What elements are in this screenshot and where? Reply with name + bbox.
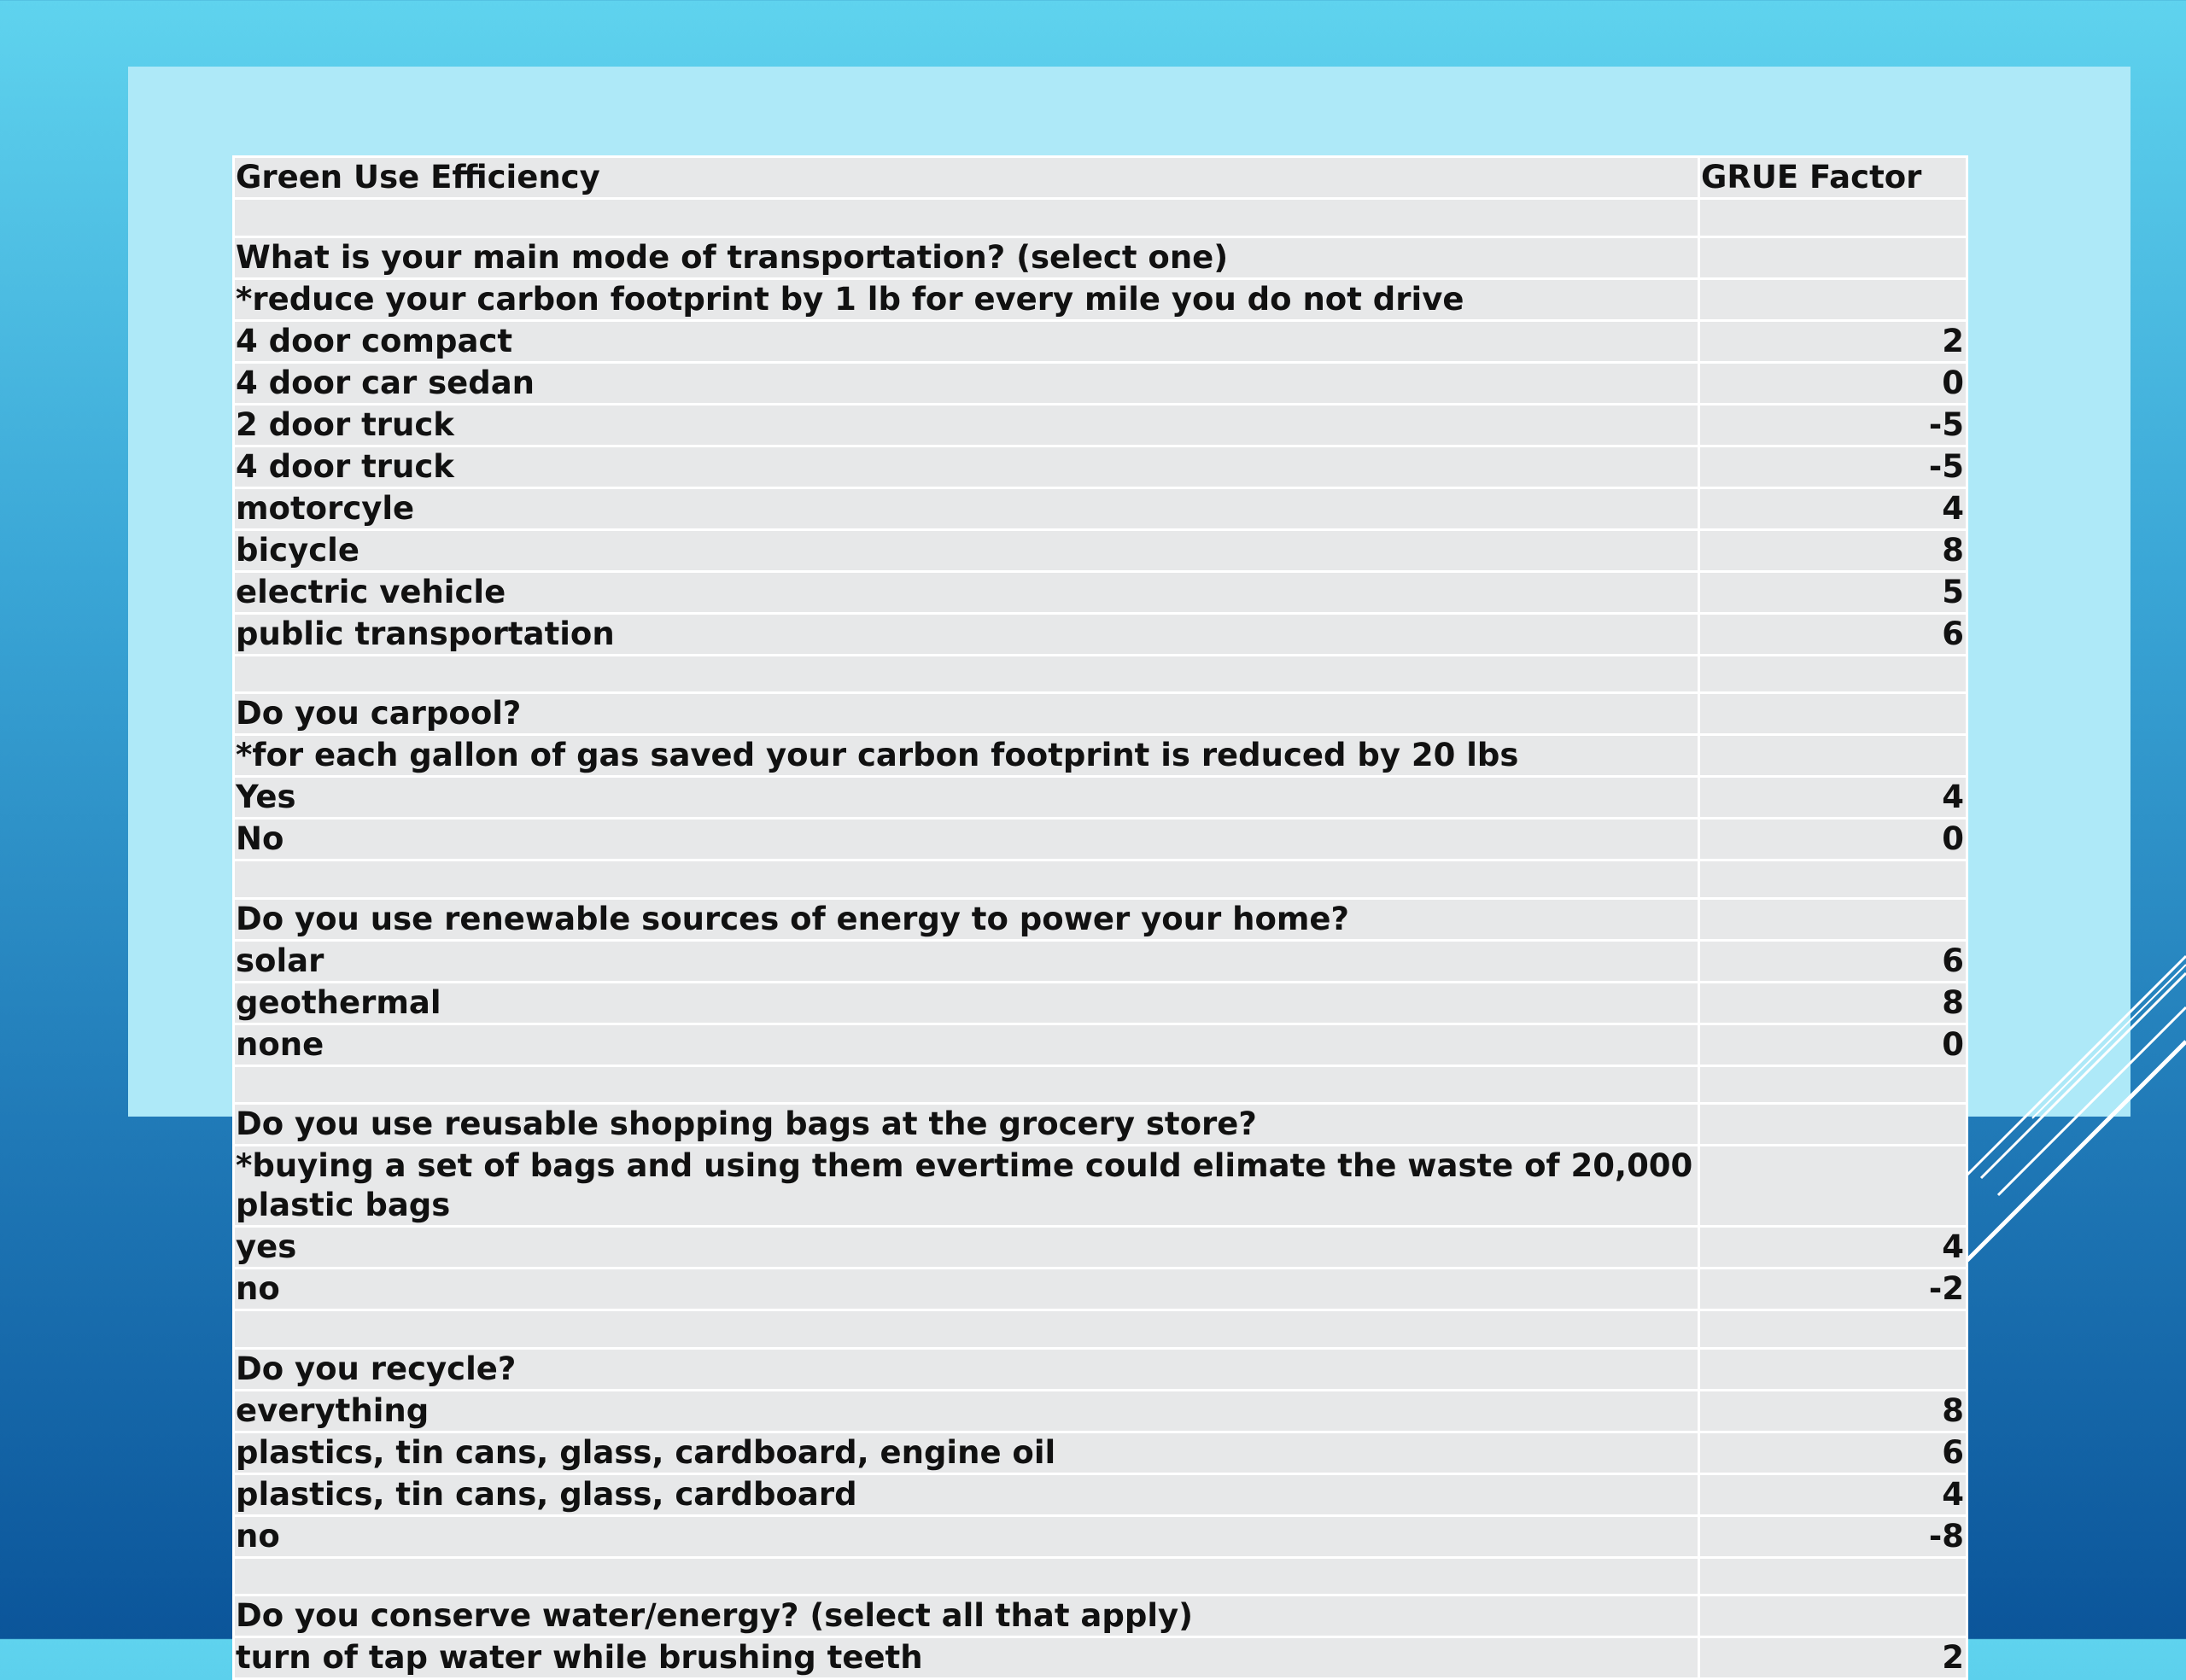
table-row xyxy=(234,655,1967,693)
table-row xyxy=(234,236,1967,278)
row-factor-cell xyxy=(1699,1065,1967,1104)
table-row xyxy=(234,777,1967,819)
row-factor-cell xyxy=(1699,1557,1967,1595)
row-factor-cell: -5 xyxy=(1699,404,1967,446)
row-label-cell: none xyxy=(234,1024,1699,1065)
spreadsheet-table xyxy=(232,155,1966,1676)
row-label-cell: plastics, tin cans, glass, cardboard, engine oil xyxy=(234,1432,1699,1473)
row-factor-cell xyxy=(1699,655,1967,693)
row-factor-cell: 6 xyxy=(1699,1432,1967,1473)
row-label-cell xyxy=(234,655,1699,693)
row-label-cell: Do you use reusable shopping bags at the grocery store? xyxy=(234,1104,1699,1146)
row-label-cell xyxy=(234,1557,1699,1595)
row-factor-cell: 8 xyxy=(1699,529,1967,571)
table-row xyxy=(234,735,1967,777)
row-factor-cell xyxy=(1699,1310,1967,1349)
row-factor-cell: -5 xyxy=(1699,446,1967,487)
row-label-cell: 2 door truck xyxy=(234,404,1699,446)
table-row xyxy=(234,362,1967,404)
row-factor-cell xyxy=(1699,898,1967,940)
row-label-cell: 4 door truck xyxy=(234,446,1699,487)
table-row xyxy=(234,898,1967,940)
row-label-cell: Yes xyxy=(234,777,1699,819)
row-label-cell: no xyxy=(234,1269,1699,1310)
row-factor-cell: 0 xyxy=(1699,362,1967,404)
table-row xyxy=(234,320,1967,362)
row-label-cell: no xyxy=(234,1515,1699,1557)
header-factor-cell: GRUE Factor xyxy=(1699,157,1967,199)
table-row xyxy=(234,1310,1967,1349)
table-row xyxy=(234,1557,1967,1595)
table-row xyxy=(234,199,1967,237)
table-row xyxy=(234,860,1967,899)
row-label-cell: Do you carpool? xyxy=(234,693,1699,735)
row-label-cell: bicycle xyxy=(234,529,1699,571)
table-row xyxy=(234,1269,1967,1310)
row-factor-cell xyxy=(1699,278,1967,320)
row-factor-cell xyxy=(1699,693,1967,735)
row-factor-cell xyxy=(1699,860,1967,899)
row-factor-cell xyxy=(1699,1595,1967,1637)
row-label-cell: public transportation xyxy=(234,613,1699,655)
row-label-cell xyxy=(234,1310,1699,1349)
row-label-cell: 4 door car sedan xyxy=(234,362,1699,404)
row-factor-cell xyxy=(1699,1146,1967,1227)
row-label-cell: *buying a set of bags and using them evertime could elimate the waste of 20,000 plastic bags xyxy=(234,1146,1699,1227)
table-row xyxy=(234,571,1967,613)
row-label-cell: *for each gallon of gas saved your carbon footprint is reduced by 20 lbs xyxy=(234,735,1699,777)
row-factor-cell: 5 xyxy=(1699,571,1967,613)
table-header-row xyxy=(234,157,1967,199)
table-row xyxy=(234,982,1967,1024)
row-factor-cell: 4 xyxy=(1699,487,1967,529)
table-row xyxy=(234,940,1967,982)
table-row xyxy=(234,278,1967,320)
row-label-cell: turn of tap water while brushing teeth xyxy=(234,1637,1699,1679)
row-label-cell: geothermal xyxy=(234,982,1699,1024)
row-factor-cell: 4 xyxy=(1699,777,1967,819)
table-row xyxy=(234,1637,1967,1679)
row-label-cell: electric vehicle xyxy=(234,571,1699,613)
row-label-cell: 4 door compact xyxy=(234,320,1699,362)
row-factor-cell xyxy=(1699,735,1967,777)
table-row xyxy=(234,1024,1967,1065)
row-factor-cell: -2 xyxy=(1699,1269,1967,1310)
row-label-cell: *reduce your carbon footprint by 1 lb for every mile you do not drive xyxy=(234,278,1699,320)
row-label-cell: Do you recycle? xyxy=(234,1348,1699,1390)
row-factor-cell: 4 xyxy=(1699,1227,1967,1269)
table-row xyxy=(234,529,1967,571)
row-label-cell: everything xyxy=(234,1390,1699,1432)
table-row xyxy=(234,819,1967,860)
row-factor-cell: 8 xyxy=(1699,982,1967,1024)
table-row xyxy=(234,1146,1967,1227)
row-label-cell: Do you use renewable sources of energy to power your home? xyxy=(234,898,1699,940)
table-row xyxy=(234,1432,1967,1473)
row-label-cell: yes xyxy=(234,1227,1699,1269)
grue-table xyxy=(232,155,1968,1680)
table-row xyxy=(234,1390,1967,1432)
table-row xyxy=(234,404,1967,446)
row-factor-cell: 2 xyxy=(1699,1637,1967,1679)
row-factor-cell: 8 xyxy=(1699,1390,1967,1432)
table-row xyxy=(234,1348,1967,1390)
row-label-cell: motorcyle xyxy=(234,487,1699,529)
table-row xyxy=(234,1515,1967,1557)
row-label-cell: plastics, tin cans, glass, cardboard xyxy=(234,1473,1699,1515)
row-factor-cell: 0 xyxy=(1699,819,1967,860)
header-label-cell: Green Use Efficiency xyxy=(234,157,1699,199)
row-factor-cell: 6 xyxy=(1699,940,1967,982)
table-row xyxy=(234,487,1967,529)
table-row xyxy=(234,446,1967,487)
row-label-cell xyxy=(234,199,1699,237)
row-label-cell: What is your main mode of transportation? (select one) xyxy=(234,236,1699,278)
table-row xyxy=(234,693,1967,735)
row-factor-cell: 6 xyxy=(1699,613,1967,655)
row-factor-cell xyxy=(1699,1348,1967,1390)
row-label-cell: Do you conserve water/energy? (select all that apply) xyxy=(234,1595,1699,1637)
row-label-cell xyxy=(234,1065,1699,1104)
table-row xyxy=(234,613,1967,655)
table-row xyxy=(234,1473,1967,1515)
row-label-cell: No xyxy=(234,819,1699,860)
row-factor-cell xyxy=(1699,236,1967,278)
table-row xyxy=(234,1104,1967,1146)
row-factor-cell: 2 xyxy=(1699,320,1967,362)
table-row xyxy=(234,1065,1967,1104)
row-factor-cell: 0 xyxy=(1699,1024,1967,1065)
table-row xyxy=(234,1595,1967,1637)
row-factor-cell: 4 xyxy=(1699,1473,1967,1515)
row-factor-cell: -8 xyxy=(1699,1515,1967,1557)
table-row xyxy=(234,1227,1967,1269)
row-factor-cell xyxy=(1699,199,1967,237)
row-factor-cell xyxy=(1699,1104,1967,1146)
row-label-cell: solar xyxy=(234,940,1699,982)
row-label-cell xyxy=(234,860,1699,899)
